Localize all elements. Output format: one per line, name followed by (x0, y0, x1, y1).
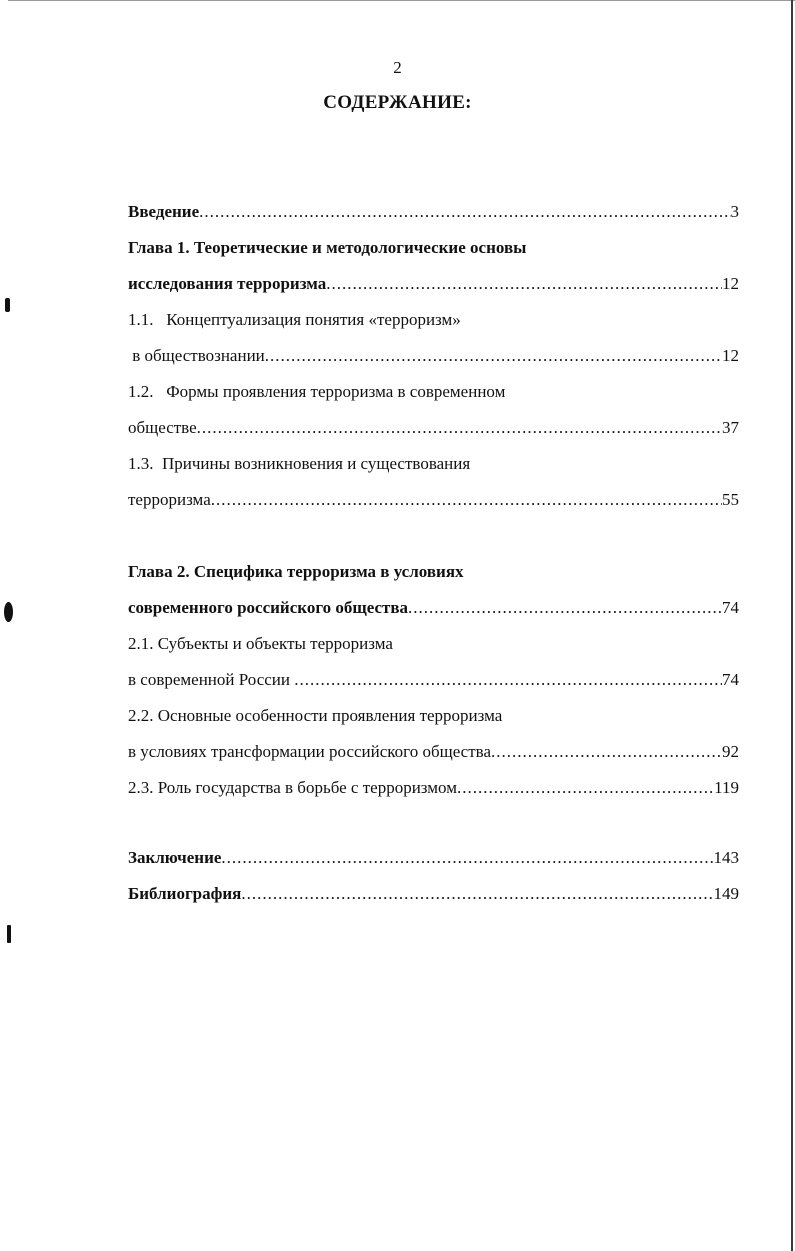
toc-entry-section-2-3[interactable] (128, 770, 739, 806)
toc-section-1-2-page: 37 (722, 418, 739, 437)
toc-chapter1-page: 12 (722, 274, 739, 293)
toc-section-1-1-page: 12 (722, 346, 739, 365)
toc-leader (408, 590, 722, 626)
toc-entry-section-2-1[interactable] (128, 662, 739, 698)
toc-leader (211, 482, 722, 518)
toc-leader (294, 662, 722, 698)
toc-section-1-1-heading[interactable]: 1.1. Концептуализация понятия «терроризм» (128, 310, 461, 329)
toc-leader (221, 840, 713, 876)
toc-leader (199, 194, 730, 230)
toc-section-2-1-label: в современной России (128, 670, 295, 689)
toc-section-2-1-page: 74 (722, 670, 739, 689)
toc-bibliography-page: 149 (713, 884, 739, 903)
toc-section-1-3-page: 55 (722, 490, 739, 509)
toc-section-2-2-page: 92 (722, 742, 739, 761)
toc-leader (197, 410, 722, 446)
toc-chapter2-heading[interactable]: Глава 2. Специфика терроризма в условиях (128, 562, 464, 581)
page-title: СОДЕРЖАНИЕ: (323, 92, 472, 113)
toc-section-2-1-heading[interactable]: 2.1. Субъекты и объекты терроризма (128, 634, 393, 653)
toc-leader (326, 266, 722, 302)
toc-entry-conclusion[interactable] (128, 840, 739, 876)
toc-conclusion-page: 143 (713, 848, 739, 867)
scan-mark-2 (4, 602, 13, 622)
toc-section-2-3-label: 2.3. Роль государства в борьбе с терроризмом (128, 778, 457, 797)
toc-entry-chapter1[interactable] (128, 266, 739, 302)
toc-section-2-2-label: в условиях трансформации российского общества (128, 742, 492, 761)
toc-conclusion-label: Заключение (128, 848, 222, 867)
toc-leader (265, 338, 722, 374)
toc-leader (491, 734, 722, 770)
toc-section-1-2-heading[interactable]: 1.2. Формы проявления терроризма в современном (128, 382, 506, 401)
toc-entry-chapter2[interactable] (128, 590, 739, 626)
toc-entry-intro[interactable] (128, 194, 739, 230)
scan-mark-1 (5, 298, 10, 312)
toc-bibliography-label: Библиография (128, 884, 242, 903)
toc-chapter2-label: современного российского общества (128, 598, 409, 617)
toc-chapter1-label: исследования терроризма (128, 274, 327, 293)
toc-leader (241, 876, 713, 912)
toc-section-2-2-heading[interactable]: 2.2. Основные особенности проявления терроризма (128, 706, 503, 725)
toc-chapter2-page: 74 (722, 598, 739, 617)
toc-section-2-3-page: 119 (714, 778, 739, 797)
page-number: 2 (393, 58, 402, 77)
toc-entry-section-1-1[interactable] (128, 338, 739, 374)
toc-section-1-3-heading[interactable]: 1.3. Причины возникновения и существования (128, 454, 471, 473)
toc-section-1-2-label: обществе (128, 418, 197, 437)
toc-section-1-1-label: в обществознании (128, 346, 265, 365)
toc-leader (457, 770, 714, 806)
toc-intro-label: Введение (128, 202, 200, 221)
toc-entry-bibliography[interactable] (128, 876, 739, 912)
scan-right-edge (791, 0, 793, 1251)
toc-entry-section-2-2[interactable] (128, 734, 739, 770)
toc-chapter1-heading[interactable]: Глава 1. Теоретические и методологические основы (128, 238, 527, 257)
toc-entry-section-1-2[interactable] (128, 410, 739, 446)
toc-entry-section-1-3[interactable] (128, 482, 739, 518)
toc-intro-page: 3 (730, 202, 739, 221)
scan-top-edge (8, 0, 795, 1)
toc-section-1-3-label: терроризма (128, 490, 211, 509)
scan-mark-3 (7, 925, 11, 943)
